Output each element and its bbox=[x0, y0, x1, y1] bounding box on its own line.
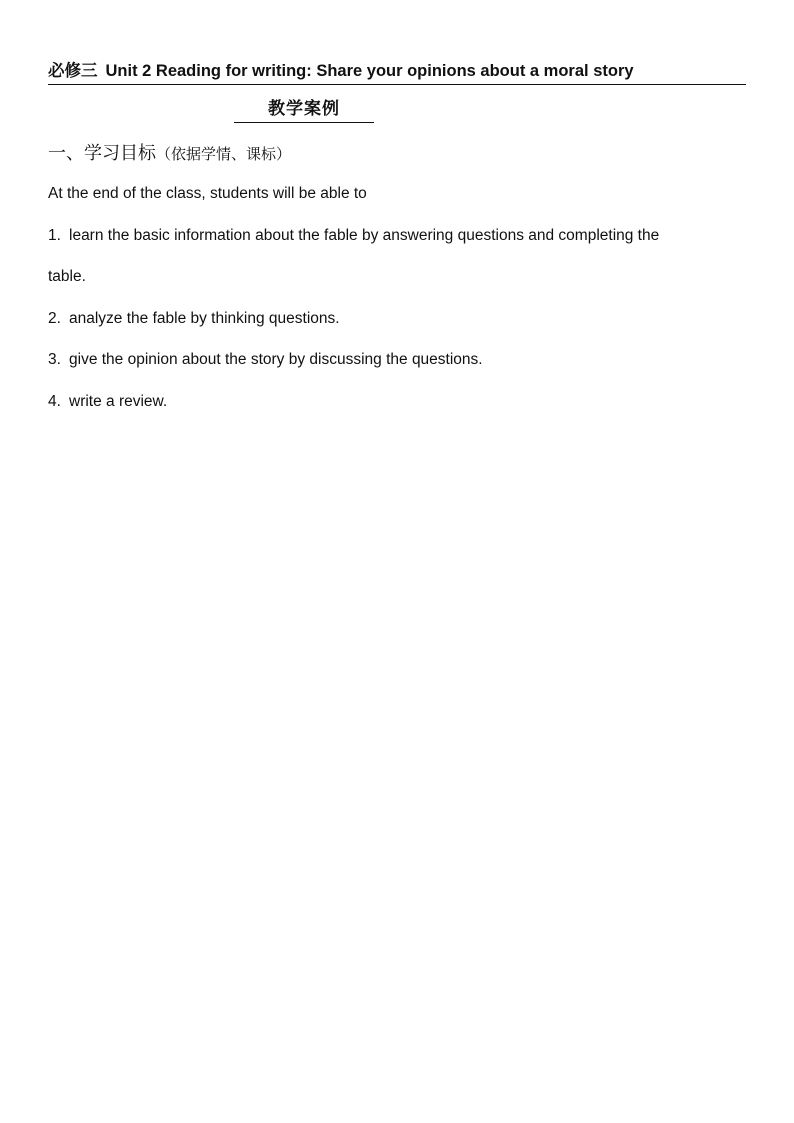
objective-item-4 bbox=[48, 391, 167, 413]
objective-item-3 bbox=[48, 349, 483, 371]
section-heading-text: 一、学习目标 bbox=[48, 143, 156, 164]
document-title-en: Unit 2 Reading for writing: Share your opinions about a moral story bbox=[105, 62, 634, 80]
objectives-intro: At the end of the class, students will be able to bbox=[48, 185, 367, 202]
objective-text: write a review. bbox=[69, 393, 168, 410]
section-heading-note: （依据学情、课标） bbox=[156, 145, 292, 163]
objective-number: 1. bbox=[48, 227, 61, 244]
objective-text: give the opinion about the story by discussing the questions. bbox=[69, 351, 483, 368]
objective-text: learn the basic information about the fable by answering questions and completing the bbox=[69, 227, 660, 244]
section-heading-objectives bbox=[48, 140, 291, 168]
objective-number: 2. bbox=[48, 310, 61, 327]
objective-item-1-continued: table. bbox=[48, 268, 86, 285]
objective-item-1 bbox=[48, 225, 659, 247]
document-title bbox=[48, 58, 746, 85]
document-title-cn: 必修三 bbox=[48, 61, 98, 80]
document-subtitle: 教学案例 bbox=[234, 96, 374, 123]
objective-text: analyze the fable by thinking questions. bbox=[69, 310, 340, 327]
objective-number: 3. bbox=[48, 351, 61, 368]
objective-number: 4. bbox=[48, 393, 61, 410]
objective-item-2 bbox=[48, 308, 340, 330]
